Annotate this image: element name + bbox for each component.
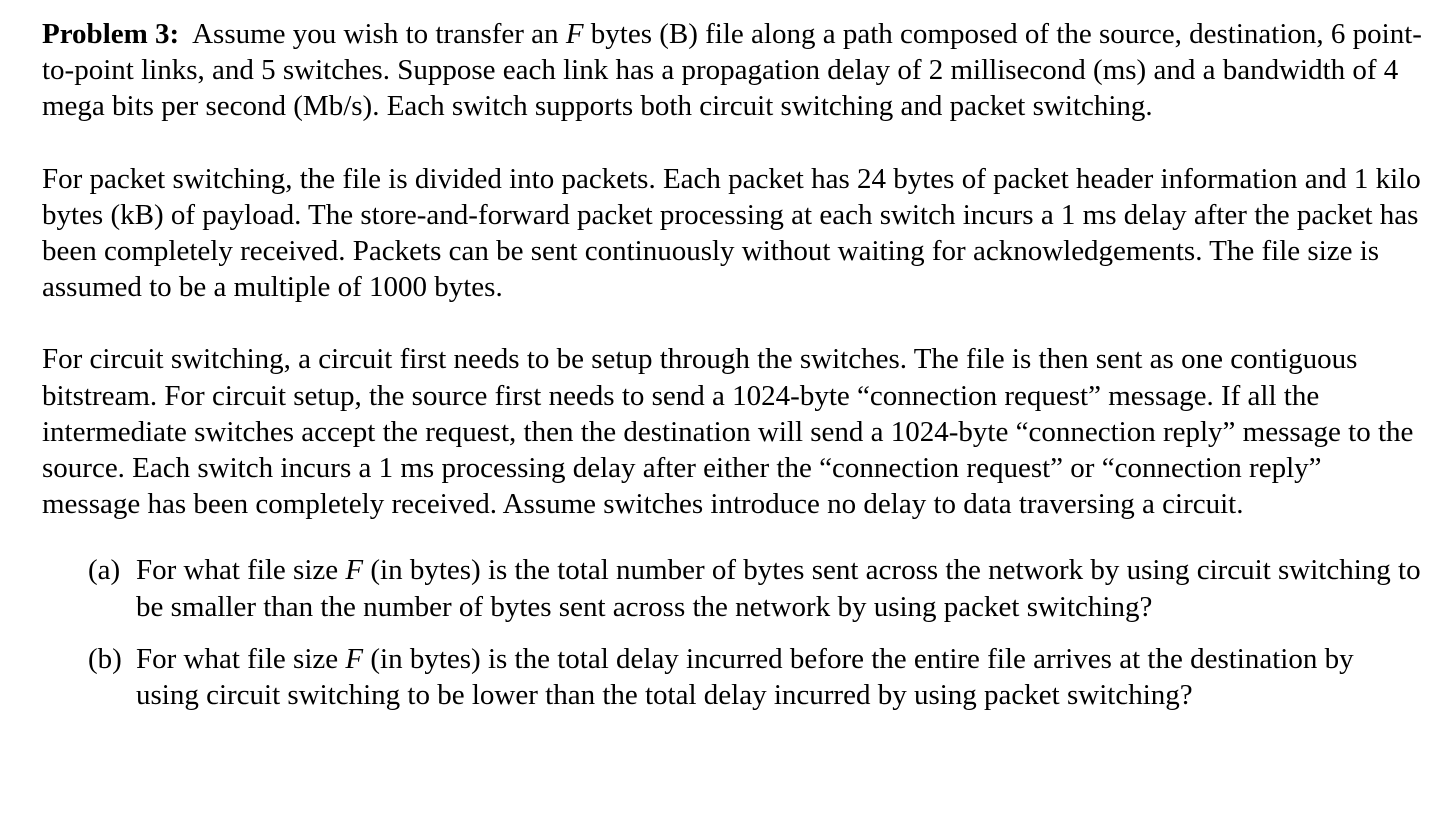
file-size-variable: F — [565, 18, 584, 50]
part-text-start: For what file size — [136, 554, 346, 587]
problem-document — [42, 16, 1422, 729]
packet-switching-paragraph: For packet switching, the file is divided into packets. Each packet has 24 bytes of packet header information and 1 kilo bytes (kB) of payload. The store-and-forward packet processing at each switch incurs a 1 ms delay after the packet has been completely received. Packets can be sent continuously without waiting for acknowledgements. The file size is assumed to be a multiple of 1000 bytes. — [42, 162, 1421, 304]
question-part-a — [88, 552, 1422, 624]
file-size-variable: F — [345, 554, 364, 587]
part-letter: (b) — [88, 642, 122, 675]
part-text-rest: (in bytes) is the total number of bytes sent across the network by using circuit switching to be smaller than the number of bytes sent across the network by using packet switching? — [136, 554, 1421, 623]
question-part-b — [88, 641, 1422, 713]
part-text — [136, 552, 1422, 624]
part-text-start: For what file size — [136, 642, 346, 675]
problem-label: Problem 3: — [42, 18, 180, 50]
intro-text-start: Assume you wish to transfer an — [192, 18, 566, 50]
question-parts-list — [42, 552, 1422, 713]
part-letter: (a) — [88, 554, 121, 587]
file-size-variable: F — [345, 642, 364, 675]
part-text — [136, 641, 1422, 713]
circuit-switching-paragraph: For circuit switching, a circuit first needs to be setup through the switches. The file is then sent as one contiguous bitstream. For circuit setup, the source first needs to send a 1024-byte “connection request” message. If all the intermediate switches accept the request, then the destination will send a 1024-byte “connection reply” message to the source. Each switch incurs a 1 ms processing delay after either the “connection request” or “connection reply” message has been completely received. Assume switches introduce no delay to data traversing a circuit. — [42, 343, 1414, 521]
part-text-rest: (in bytes) is the total delay incurred before the entire file arrives at the destination by using circuit switching to be lower than the total delay incurred by using packet switching? — [136, 642, 1354, 712]
intro-text-rest: bytes (B) file along a path composed of the source, destination, 6 point-to-point links, and 5 switches. Suppose each link has a propagation delay of 2 millisecond (ms) and a bandwidth of 4 mega bits per second (Mb/s). Each switch supports both circuit switching and packet switching. — [42, 18, 1422, 123]
problem-intro-paragraph — [42, 16, 1422, 125]
